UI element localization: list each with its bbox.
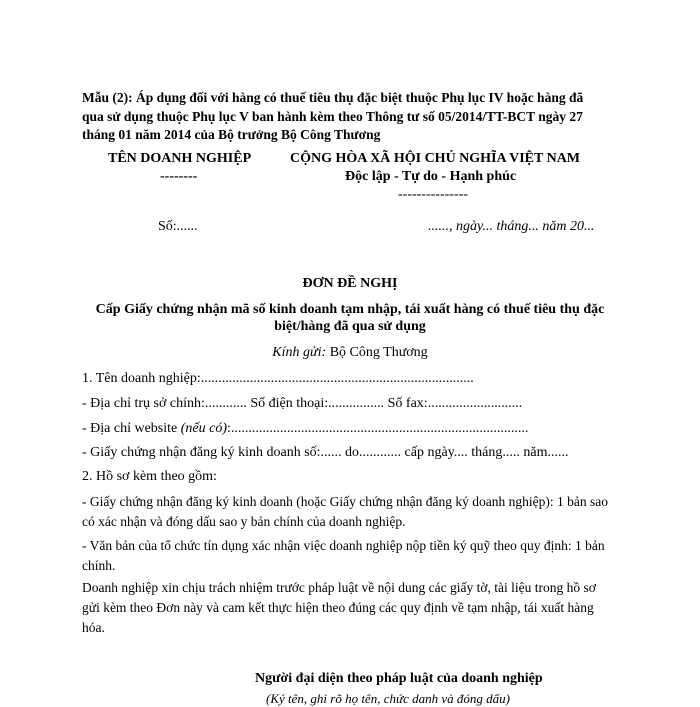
website-field xyxy=(82,420,528,438)
company-name-heading: TÊN DOANH NGHIỆP xyxy=(108,151,252,166)
motto-divider: --------------- xyxy=(398,187,468,202)
address-field: - Địa chỉ trụ sở chính:............ Số điện thoại:................ Số fax:........................... xyxy=(82,396,523,411)
national-title: CỘNG HÒA XÃ HỘI CHỦ NGHĨA VIỆT NAM xyxy=(290,151,581,166)
document-subtitle-line-2: biệt/hàng đã qua sử dụng xyxy=(274,319,426,334)
signature-title: Người đại diện theo pháp luật của doanh nghiệp xyxy=(255,671,543,686)
commitment-paragraph: Doanh nghiệp xin chịu trách nhiệm trước pháp luật về nội dung các giấy tờ, tài liệu trong hồ sơ gửi kèm theo Đơn này và cam kết thực hiện theo đúng các quy định về tạm nhập, tái xuất hàng hóa. xyxy=(82,580,596,635)
company-name-field: 1. Tên doanh nghiệp:.............................................................................. xyxy=(82,371,474,386)
form-template-label: Mẫu (2): xyxy=(82,90,133,105)
attachment-item-2: - Văn bản của tổ chức tín dụng xác nhận việc doanh nghiệp nộp tiền ký quỹ theo quy định: 1 bản chính. xyxy=(82,538,605,573)
document-number: Số:...... xyxy=(158,219,198,234)
signature-note: (Ký tên, ghi rõ họ tên, chức danh và đóng dấu) xyxy=(266,691,510,706)
national-motto: Độc lập - Tự do - Hạnh phúc xyxy=(345,169,517,184)
document-date: ......, ngày... tháng... năm 20... xyxy=(428,219,595,234)
attachments-heading: 2. Hồ sơ kèm theo gồm: xyxy=(82,469,217,484)
recipient-label: Kính gửi: xyxy=(272,345,327,360)
form-template-text: Áp dụng đối với hàng có thuế tiêu thụ đặc biệt thuộc Phụ lục IV hoặc hàng đã qua sử dụng thuộc Phụ lục V ban hành kèm theo Thông tư số 05/2014/TT-BCT ngày 27 tháng 01 năm 2014 của Bộ trưởng Bộ Công Thương xyxy=(82,90,584,142)
website-optional-note: (nếu có) xyxy=(180,421,228,436)
recipient-line xyxy=(0,344,700,362)
website-dots: :..................................................................................... xyxy=(227,421,529,436)
business-license-field: - Giấy chứng nhận đăng ký kinh doanh số:...... do............ cấp ngày.... tháng..... năm...... xyxy=(82,445,569,460)
company-divider: -------- xyxy=(160,169,198,184)
form-template-note xyxy=(82,89,602,145)
attachment-item-1: - Giấy chứng nhận đăng ký kinh doanh (hoặc Giấy chứng nhận đăng ký doanh nghiệp): 1 bản sao có xác nhận và đóng dấu sao y bản chính của doanh nghiệp. xyxy=(82,494,609,529)
document-subtitle-line-1: Cấp Giấy chứng nhận mã số kinh doanh tạm nhập, tái xuất hàng có thuế tiêu thụ đặc xyxy=(95,302,605,317)
recipient-name: Bộ Công Thương xyxy=(326,345,428,360)
website-label: - Địa chỉ website xyxy=(82,421,181,436)
document-title: ĐƠN ĐỀ NGHỊ xyxy=(302,276,398,291)
